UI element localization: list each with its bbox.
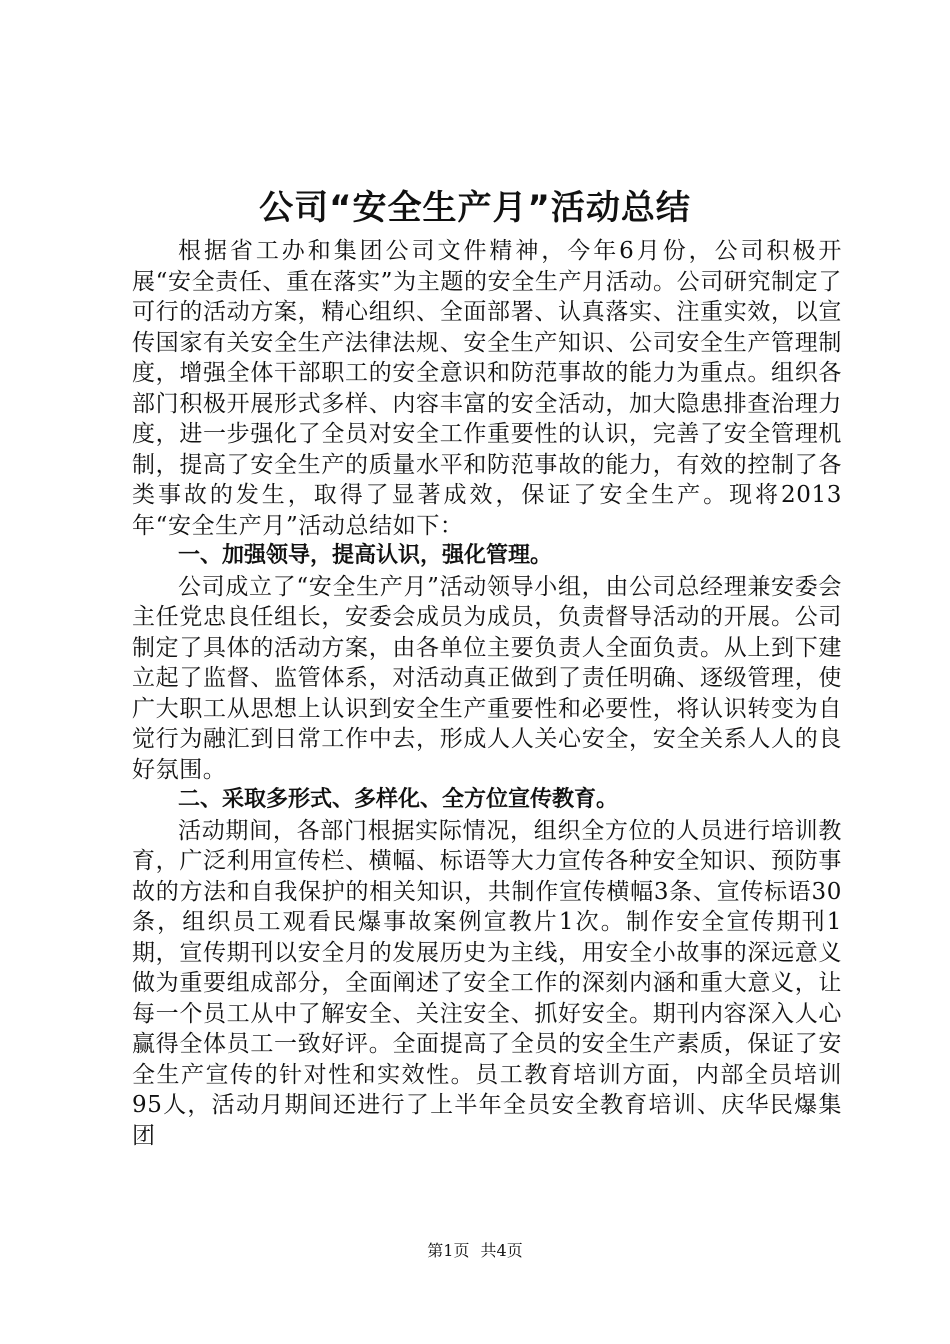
intro-paragraph: 根据省工办和集团公司文件精神，今年6月份，公司积极开展“安全责任、重在落实”为主题的安全生产月活动。公司研究制定了可行的活动方案，精心组织、全面部署、认真落实、注重实效，以宣传国家有关安全生产法律法规、安全生产知识、公司安全生产管理制度，增强全体干部职工的安全意识和防范事故的能力为重点。组织各部门积极开展形式多样、内容丰富的安全活动，加大隐患排查治理力度，进一步强化了全员对安全工作重要性的认识，完善了安全管理机制，提高了安全生产的质量水平和防范事故的能力，有效的控制了各类事故的发生，取得了显著成效，保证了安全生产。现将2013年“安全生产月”活动总结如下： <box>132 238 842 539</box>
document-title: 公司“安全生产月”活动总结 <box>259 188 691 228</box>
section-2-paragraph: 活动期间，各部门根据实际情况，组织全方位的人员进行培训教育，广泛利用宣传栏、横幅、标语等大力宣传各种安全知识、预防事故的方法和自我保护的相关知识，共制作宣传横幅3条、宣传标语30条，组织员工观看民爆事故案例宣教片1次。制作安全宣传期刊1期，宣传期刊以安全月的发展历史为主线，用安全小故事的深远意义做为重要组成部分，全面阐述了安全工作的深刻内涵和重大意义，让每一个员工从中了解安全、关注安全、抓好安全。期刊内容深入人心赢得全体员工一致好评。全面提高了全员的安全生产素质，保证了安全生产宣传的针对性和实效性。员工教育培训方面，内部全员培训95人，活动月期间还进行了上半年全员安全教育培训、庆华民爆集团 <box>132 817 842 1149</box>
document-body <box>132 236 842 1151</box>
section-heading-1: 一、加强领导，提高认识，强化管理。 <box>178 543 553 568</box>
section-heading-2: 二、采取多形式、多样化、全方位宣传教育。 <box>178 787 619 812</box>
page-number: 第1页 <box>427 1241 470 1260</box>
page-total: 共4页 <box>480 1241 523 1260</box>
page-footer <box>0 1240 950 1262</box>
section-1-paragraph: 公司成立了“安全生产月”活动领导小组，由公司总经理兼安委会主任党忠良任组长，安委会成员为成员，负责督导活动的开展。公司制定了具体的活动方案，由各单位主要负责人全面负责。从上到下建立起了监督、监管体系，对活动真正做到了责任明确、逐级管理，使广大职工从思想上认识到安全生产重要性和必要性，将认识转变为自觉行为融汇到日常工作中去，形成人人关心安全，安全关系人人的良好氛围。 <box>132 573 842 783</box>
